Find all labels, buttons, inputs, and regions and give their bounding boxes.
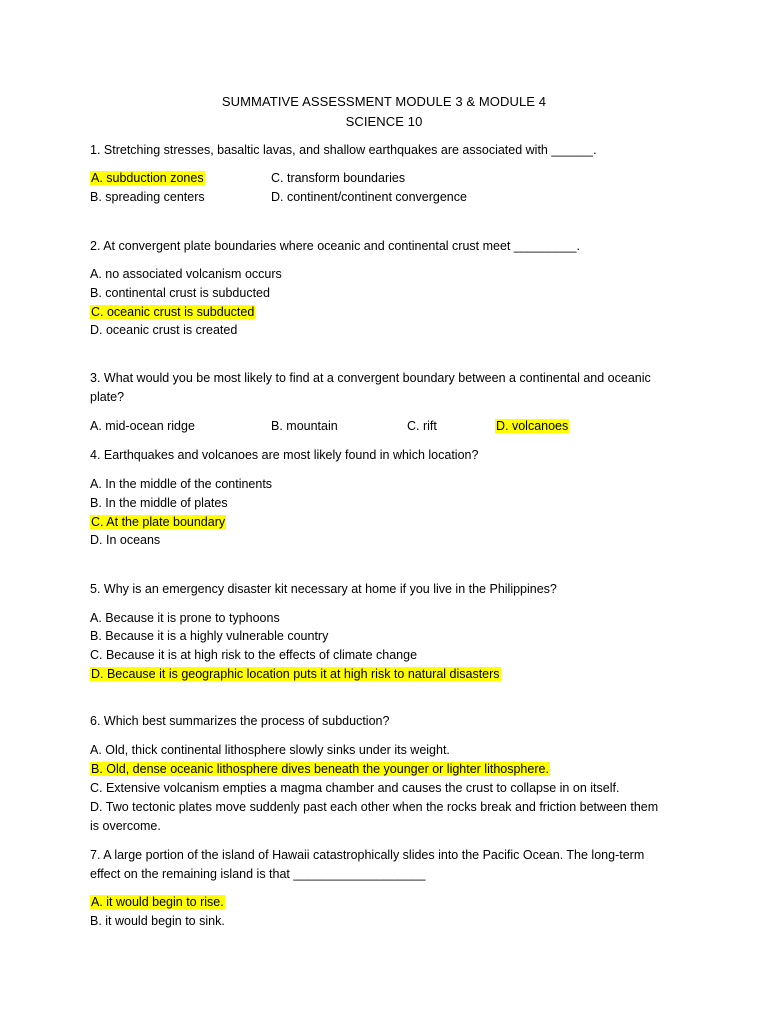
q5-option-a: A. Because it is prone to typhoons: [90, 611, 280, 625]
q6-option-d-line-1: D. Two tectonic plates move suddenly past each other when the rocks break and friction between them: [90, 800, 659, 814]
question-3-line-2: plate?: [90, 390, 125, 404]
q4-option-a: A. In the middle of the continents: [90, 477, 273, 491]
q7-answer-highlight: A. it would begin to rise.: [91, 895, 224, 909]
q3-answer-highlight: D. volcanoes: [496, 419, 569, 433]
q2-option-b: B. continental crust is subducted: [90, 286, 270, 300]
q3-option-d: [495, 418, 569, 435]
question-7-line-1: 7. A large portion of the island of Hawaii catastrophically slides into the Pacific Ocean. The long-term: [90, 848, 645, 862]
q4-option-c: [90, 514, 226, 531]
question-6: 6. Which best summarizes the process of subduction?: [90, 714, 390, 728]
document-subtitle: SCIENCE 10: [345, 114, 423, 129]
q2-answer-highlight: C. oceanic crust is subducted: [91, 305, 255, 319]
q3-option-a: A. mid-ocean ridge: [90, 419, 195, 433]
q1-answer-highlight: A. subduction zones: [91, 171, 204, 185]
question-3-line-1: 3. What would you be most likely to find at a convergent boundary between a continental and oceanic: [90, 371, 651, 385]
document-title: SUMMATIVE ASSESSMENT MODULE 3 & MODULE 4: [221, 94, 547, 109]
q5-answer-highlight: D. Because it is geographic location puts it at high risk to natural disasters: [91, 667, 500, 681]
q2-option-a: A. no associated volcanism occurs: [90, 267, 282, 281]
q4-answer-highlight: C. At the plate boundary: [91, 515, 226, 529]
q7-option-a: [90, 894, 225, 911]
question-2: 2. At convergent plate boundaries where oceanic and continental crust meet _________.: [90, 239, 580, 253]
q5-option-d: [90, 666, 501, 683]
question-5: 5. Why is an emergency disaster kit necessary at home if you live in the Philippines?: [90, 582, 557, 596]
q6-option-b: [90, 761, 550, 778]
q1-option-b: B. spreading centers: [90, 190, 205, 204]
q2-option-c: [90, 304, 255, 321]
q2-option-d: D. oceanic crust is created: [90, 323, 238, 337]
q6-option-a: A. Old, thick continental lithosphere slowly sinks under its weight.: [90, 743, 450, 757]
q3-option-b: B. mountain: [271, 419, 338, 433]
q7-option-b: B. it would begin to sink.: [90, 914, 225, 928]
q6-option-c: C. Extensive volcanism empties a magma chamber and causes the crust to collapse in on itself.: [90, 781, 620, 795]
question-7-line-2: effect on the remaining island is that ___________________: [90, 867, 426, 881]
q3-option-c: C. rift: [407, 419, 437, 433]
q5-option-b: B. Because it is a highly vulnerable country: [90, 629, 329, 643]
question-1: 1. Stretching stresses, basaltic lavas, and shallow earthquakes are associated with ______.: [90, 143, 597, 157]
q6-option-d-line-2: is overcome.: [90, 819, 161, 833]
q5-option-c: C. Because it is at high risk to the effects of climate change: [90, 648, 418, 662]
q1-option-c: C. transform boundaries: [271, 171, 406, 185]
q1-option-d: D. continent/continent convergence: [271, 190, 467, 204]
q4-option-b: B. In the middle of plates: [90, 496, 228, 510]
question-4: 4. Earthquakes and volcanoes are most likely found in which location?: [90, 448, 479, 462]
q1-option-a: [90, 170, 205, 187]
q4-option-d: D. In oceans: [90, 533, 161, 547]
q6-answer-highlight: B. Old, dense oceanic lithosphere dives beneath the younger or lighter lithosphere.: [91, 762, 549, 776]
